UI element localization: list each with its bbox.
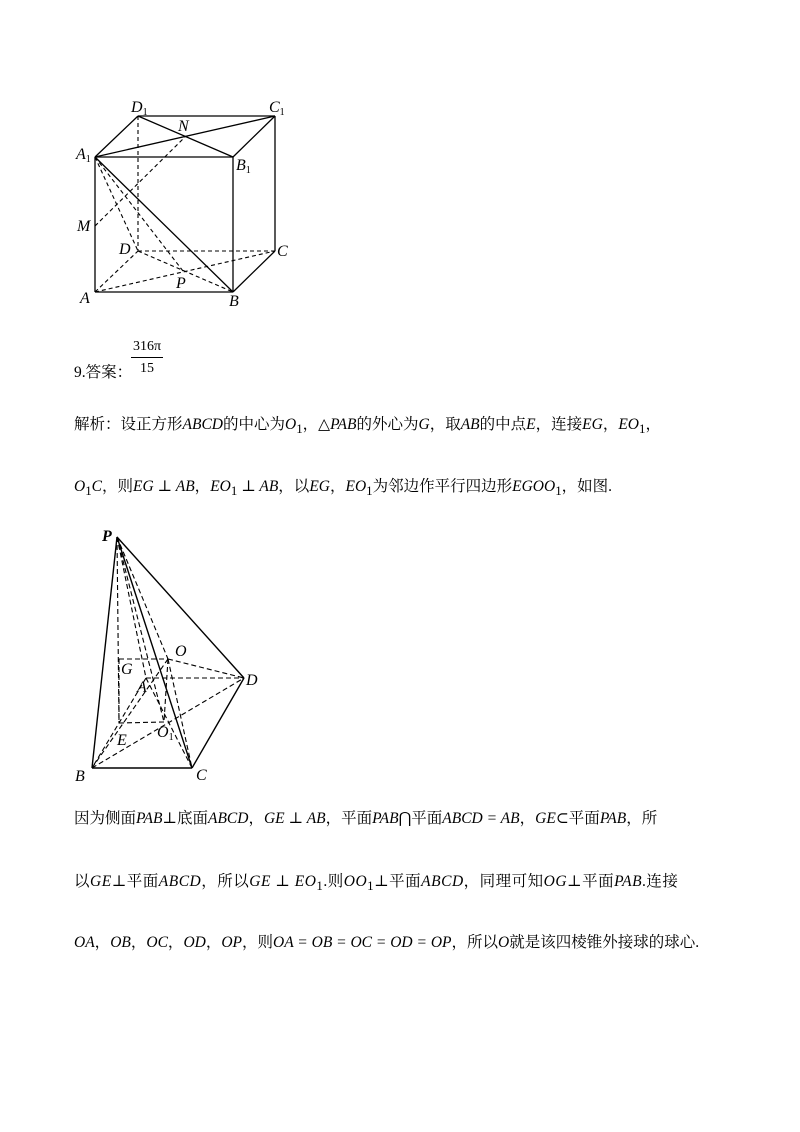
cube-figure <box>70 95 300 315</box>
edge-b-c <box>233 251 275 292</box>
hidden-m-n <box>95 137 185 226</box>
label-d: D <box>246 672 258 689</box>
hidden-e-o1 <box>119 722 164 723</box>
label-e: E <box>117 732 127 749</box>
label-b1: B1 <box>236 157 251 176</box>
pyramid-figure <box>70 520 270 785</box>
label-p: P <box>176 275 186 292</box>
label-d1: D1 <box>131 99 148 118</box>
label-p: P <box>102 528 112 545</box>
hidden-b-d <box>92 678 244 768</box>
label-b: B <box>75 768 85 785</box>
analysis-line-1: 解析：设正方形ABCD的中心为$O_1$，△PAB的外心为G，取AB的中点E，连接EG，$EO_1$， <box>74 416 661 437</box>
answer-fraction <box>131 338 163 378</box>
answer-denominator: 15 <box>140 361 155 376</box>
hidden-p-o <box>117 537 168 659</box>
proof-line-1: 因为侧面PAB⊥底面ABCD，GE ⊥ AB，平面PAB⋂平面ABCD = AB，GE⊂平面PAB，所 <box>74 810 658 827</box>
edge-c-d <box>192 678 244 768</box>
label-a: A <box>80 290 90 307</box>
edge-b1-c1 <box>233 116 275 157</box>
label-a1: A1 <box>76 146 91 165</box>
label-m: M <box>77 218 91 235</box>
hidden-a-d <box>95 251 138 292</box>
label-b: B <box>229 293 239 310</box>
proof-line-3: OA，OB，OC，OD，OP，则OA = OB = OC = OD = OP，所以O就是该四棱锥外接球的球心. <box>74 934 700 951</box>
answer-label: 9.答案： <box>74 364 133 381</box>
label-o: O <box>175 643 187 660</box>
label-d: D <box>119 241 131 258</box>
cube-svg <box>70 95 300 315</box>
label-c1: C1 <box>269 99 285 118</box>
hidden-o-c <box>168 659 192 768</box>
hidden-o-d <box>168 659 244 678</box>
hidden-a-c <box>146 678 192 768</box>
label-n: N <box>178 118 189 135</box>
pyramid-svg <box>70 520 270 785</box>
hidden-p-a <box>117 537 146 678</box>
hidden-a1-p <box>95 157 183 271</box>
proof-line-2: 以GE⊥平面ABCD，所以GE ⊥ $EO_1$.则$OO_1\perp$平面ABCD，同理可知OG⊥平面PAB.连接 <box>74 873 679 894</box>
label-o1: O1 <box>157 724 174 743</box>
label-a: A <box>137 679 147 696</box>
label-c: C <box>277 243 288 260</box>
label-g: G <box>121 661 133 678</box>
edge-a1-d1 <box>95 116 138 157</box>
label-c: C <box>196 767 207 784</box>
answer-numerator: 316π <box>131 338 163 358</box>
analysis-line-2: $O_1C$，则EG ⊥ AB，$EO_1$ ⊥ AB，以EG，$EO_1$为邻边作平行四边形$EGOO_1$，如图. <box>74 478 613 499</box>
